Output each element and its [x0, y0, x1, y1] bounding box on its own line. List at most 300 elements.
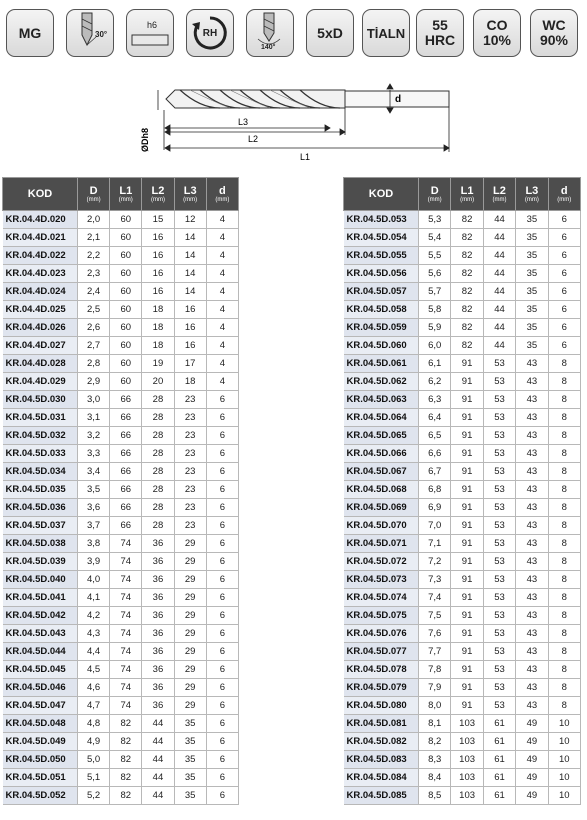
table-row: [344, 373, 581, 391]
cell-l3: 43: [516, 517, 548, 535]
cell-diameter: 3,4: [78, 463, 110, 481]
cell-l1: 60: [110, 301, 142, 319]
cell-diameter: 7,1: [419, 535, 451, 553]
cell-l2: 44: [483, 247, 515, 265]
cell-code: KR.04.5D.040: [3, 571, 78, 589]
cell-l2: 28: [142, 499, 174, 517]
header-l1: L1 (mm): [451, 178, 483, 211]
badge-carbide-line1: WC: [542, 17, 566, 33]
cell-code: KR.04.5D.063: [344, 391, 419, 409]
table-row: [344, 247, 581, 265]
cell-diameter: 4,6: [78, 679, 110, 697]
cell-shank-d: 6: [206, 427, 238, 445]
cell-diameter: 5,5: [419, 247, 451, 265]
badge-carbide: [530, 9, 578, 57]
cell-shank-d: 8: [548, 445, 580, 463]
header-l3: L3 (mm): [174, 178, 206, 211]
cell-l2: 28: [142, 427, 174, 445]
cell-l2: 19: [142, 355, 174, 373]
cell-l3: 23: [174, 481, 206, 499]
table-row: [344, 553, 581, 571]
cell-l1: 66: [110, 463, 142, 481]
cell-l2: 44: [142, 787, 174, 805]
cell-l3: 14: [174, 283, 206, 301]
cell-l1: 91: [451, 679, 483, 697]
cell-l1: 66: [110, 391, 142, 409]
cell-l3: 49: [516, 733, 548, 751]
cell-l2: 28: [142, 391, 174, 409]
cell-diameter: 2,7: [78, 337, 110, 355]
table-row: [344, 337, 581, 355]
cell-shank-d: 8: [548, 697, 580, 715]
cell-shank-d: 4: [206, 301, 238, 319]
cell-code: KR.04.5D.075: [344, 607, 419, 625]
badge-point-30: [66, 9, 114, 57]
cell-l1: 91: [451, 625, 483, 643]
table-row: [3, 427, 239, 445]
cell-diameter: 2,5: [78, 301, 110, 319]
cell-code: KR.04.4D.021: [3, 229, 78, 247]
cell-l2: 28: [142, 517, 174, 535]
cell-diameter: 4,2: [78, 607, 110, 625]
cell-l3: 23: [174, 517, 206, 535]
cell-shank-d: 6: [206, 571, 238, 589]
cell-l1: 91: [451, 373, 483, 391]
cell-l2: 16: [142, 265, 174, 283]
cell-l1: 82: [451, 319, 483, 337]
cell-diameter: 8,1: [419, 715, 451, 733]
table-row: [3, 589, 239, 607]
cell-l2: 44: [483, 265, 515, 283]
cell-l3: 29: [174, 697, 206, 715]
cell-l1: 91: [451, 553, 483, 571]
cell-l2: 44: [483, 301, 515, 319]
table-row: [3, 625, 239, 643]
cell-code: KR.04.5D.070: [344, 517, 419, 535]
table-row: [3, 499, 239, 517]
cell-l3: 43: [516, 535, 548, 553]
table-row: [3, 679, 239, 697]
cell-shank-d: 8: [548, 355, 580, 373]
cell-shank-d: 6: [206, 589, 238, 607]
cell-l2: 53: [483, 625, 515, 643]
cell-diameter: 6,2: [419, 373, 451, 391]
cell-l2: 53: [483, 697, 515, 715]
cell-l1: 82: [451, 247, 483, 265]
table-row: [344, 427, 581, 445]
cell-diameter: 2,3: [78, 265, 110, 283]
cell-code: KR.04.5D.035: [3, 481, 78, 499]
cell-diameter: 7,7: [419, 643, 451, 661]
cell-shank-d: 4: [206, 319, 238, 337]
cell-l3: 35: [516, 265, 548, 283]
table-header-row: [3, 178, 239, 211]
badge-mg-text: MG: [18, 24, 42, 41]
cell-l2: 28: [142, 481, 174, 499]
property-badges: [6, 9, 582, 61]
cell-shank-d: 6: [548, 265, 580, 283]
cell-diameter: 4,5: [78, 661, 110, 679]
cell-shank-d: 4: [206, 337, 238, 355]
header-shank-d: d (mm): [206, 178, 238, 211]
cell-code: KR.04.5D.041: [3, 589, 78, 607]
cell-diameter: 3,8: [78, 535, 110, 553]
cell-l2: 61: [483, 787, 515, 805]
cell-l2: 44: [483, 283, 515, 301]
cell-l3: 35: [174, 733, 206, 751]
cell-code: KR.04.5D.061: [344, 355, 419, 373]
header-l2: L2 (mm): [483, 178, 515, 211]
cell-l2: 44: [483, 337, 515, 355]
cell-l1: 103: [451, 733, 483, 751]
cell-diameter: 5,9: [419, 319, 451, 337]
cell-l3: 35: [516, 301, 548, 319]
cell-l3: 23: [174, 463, 206, 481]
cell-l1: 66: [110, 499, 142, 517]
cell-code: KR.04.5D.052: [3, 787, 78, 805]
cell-shank-d: 8: [548, 409, 580, 427]
table-row: [3, 409, 239, 427]
cell-l2: 44: [142, 769, 174, 787]
cell-l3: 29: [174, 661, 206, 679]
table-row: [344, 409, 581, 427]
cell-l3: 16: [174, 301, 206, 319]
table-row: [3, 697, 239, 715]
cell-l2: 16: [142, 283, 174, 301]
cell-diameter: 7,3: [419, 571, 451, 589]
cell-shank-d: 6: [206, 787, 238, 805]
table-row: [344, 625, 581, 643]
cell-l2: 18: [142, 301, 174, 319]
cell-shank-d: 6: [206, 769, 238, 787]
cell-l2: 36: [142, 607, 174, 625]
badge-cobalt: [473, 9, 521, 57]
cell-code: KR.04.5D.031: [3, 409, 78, 427]
cell-l3: 43: [516, 481, 548, 499]
cell-diameter: 5,2: [78, 787, 110, 805]
cell-code: KR.04.5D.064: [344, 409, 419, 427]
cell-code: KR.04.5D.053: [344, 211, 419, 229]
cell-l1: 103: [451, 751, 483, 769]
cell-shank-d: 10: [548, 787, 580, 805]
cell-shank-d: 6: [206, 517, 238, 535]
header-l3: L3 (mm): [516, 178, 548, 211]
header-d: D (mm): [78, 178, 110, 211]
cell-shank-d: 6: [206, 481, 238, 499]
cell-shank-d: 10: [548, 733, 580, 751]
cell-l3: 43: [516, 391, 548, 409]
cell-l1: 103: [451, 787, 483, 805]
cell-code: KR.04.5D.085: [344, 787, 419, 805]
cell-l2: 53: [483, 553, 515, 571]
cell-code: KR.04.5D.071: [344, 535, 419, 553]
cell-l3: 35: [516, 247, 548, 265]
cell-diameter: 7,9: [419, 679, 451, 697]
cell-l1: 91: [451, 589, 483, 607]
table-row: [344, 463, 581, 481]
cell-diameter: 3,3: [78, 445, 110, 463]
cell-l3: 43: [516, 643, 548, 661]
cell-l2: 28: [142, 445, 174, 463]
cell-l1: 60: [110, 355, 142, 373]
cell-diameter: 8,4: [419, 769, 451, 787]
badge-hardness-line1: 55: [432, 17, 448, 33]
cell-shank-d: 8: [548, 625, 580, 643]
cell-l3: 23: [174, 499, 206, 517]
badge-hardness-line2: HRC: [424, 32, 456, 48]
table-row: [3, 553, 239, 571]
cell-shank-d: 6: [548, 247, 580, 265]
table-row: [344, 589, 581, 607]
cell-code: KR.04.4D.023: [3, 265, 78, 283]
drill-dimension-diagram: [120, 70, 470, 170]
cell-l3: 35: [174, 787, 206, 805]
cell-shank-d: 6: [206, 553, 238, 571]
cell-l1: 91: [451, 517, 483, 535]
cell-diameter: 3,5: [78, 481, 110, 499]
cell-l2: 36: [142, 571, 174, 589]
cell-diameter: 4,7: [78, 697, 110, 715]
cell-l3: 29: [174, 607, 206, 625]
cell-l1: 82: [451, 229, 483, 247]
cell-l3: 43: [516, 589, 548, 607]
cell-shank-d: 6: [548, 301, 580, 319]
cell-diameter: 5,8: [419, 301, 451, 319]
cell-shank-d: 8: [548, 589, 580, 607]
cell-diameter: 6,6: [419, 445, 451, 463]
cell-diameter: 5,0: [78, 751, 110, 769]
cell-l3: 35: [516, 337, 548, 355]
cell-l3: 43: [516, 445, 548, 463]
cell-shank-d: 6: [206, 751, 238, 769]
cell-l1: 74: [110, 607, 142, 625]
cell-l2: 16: [142, 247, 174, 265]
cell-shank-d: 4: [206, 265, 238, 283]
table-row: [3, 571, 239, 589]
badge-5xd: [306, 9, 354, 57]
cell-l1: 66: [110, 445, 142, 463]
cell-l1: 91: [451, 571, 483, 589]
cell-l2: 44: [142, 733, 174, 751]
cell-l2: 53: [483, 661, 515, 679]
cell-code: KR.04.5D.077: [344, 643, 419, 661]
cell-shank-d: 6: [206, 715, 238, 733]
cell-l3: 49: [516, 751, 548, 769]
cell-l3: 43: [516, 679, 548, 697]
cell-code: KR.04.5D.046: [3, 679, 78, 697]
cell-l1: 82: [110, 733, 142, 751]
badge-hardness: [416, 9, 464, 57]
spec-table-left: [2, 177, 239, 805]
cell-l3: 43: [516, 697, 548, 715]
table-header-row: [344, 178, 581, 211]
cell-l1: 82: [110, 751, 142, 769]
cell-shank-d: 6: [548, 211, 580, 229]
badge-shank-h6: [126, 9, 174, 57]
cell-code: KR.04.4D.027: [3, 337, 78, 355]
table-row: [3, 535, 239, 553]
cell-shank-d: 6: [206, 535, 238, 553]
cell-code: KR.04.5D.058: [344, 301, 419, 319]
cell-l3: 35: [516, 283, 548, 301]
cell-l2: 53: [483, 463, 515, 481]
cell-l2: 44: [142, 751, 174, 769]
cell-l3: 43: [516, 463, 548, 481]
cell-l1: 66: [110, 517, 142, 535]
cell-shank-d: 6: [548, 229, 580, 247]
cell-l2: 18: [142, 319, 174, 337]
cell-diameter: 6,1: [419, 355, 451, 373]
cell-l1: 74: [110, 643, 142, 661]
cell-l3: 16: [174, 337, 206, 355]
cell-l1: 74: [110, 589, 142, 607]
table-row: [344, 517, 581, 535]
cell-code: KR.04.5D.048: [3, 715, 78, 733]
cell-l1: 82: [451, 301, 483, 319]
table-row: [3, 787, 239, 805]
cell-diameter: 2,0: [78, 211, 110, 229]
header-d: D (mm): [419, 178, 451, 211]
cell-l3: 23: [174, 409, 206, 427]
cell-l1: 74: [110, 697, 142, 715]
cell-l1: 91: [451, 607, 483, 625]
cell-diameter: 5,7: [419, 283, 451, 301]
header-kod: KOD: [3, 178, 78, 211]
cell-code: KR.04.5D.043: [3, 625, 78, 643]
table-row: [344, 229, 581, 247]
cell-l3: 43: [516, 553, 548, 571]
badge-rh-text: RH: [202, 27, 218, 39]
cell-l2: 53: [483, 571, 515, 589]
cell-l2: 61: [483, 769, 515, 787]
cell-code: KR.04.5D.036: [3, 499, 78, 517]
cell-diameter: 5,1: [78, 769, 110, 787]
cell-shank-d: 6: [206, 733, 238, 751]
cell-diameter: 2,4: [78, 283, 110, 301]
cell-l2: 53: [483, 607, 515, 625]
table-row: [3, 229, 239, 247]
cell-l3: 43: [516, 607, 548, 625]
cell-l2: 53: [483, 373, 515, 391]
cell-shank-d: 6: [206, 679, 238, 697]
cell-l1: 91: [451, 445, 483, 463]
cell-diameter: 3,2: [78, 427, 110, 445]
table-row: [3, 391, 239, 409]
cell-diameter: 4,3: [78, 625, 110, 643]
cell-diameter: 6,0: [419, 337, 451, 355]
cell-l1: 91: [451, 499, 483, 517]
cell-shank-d: 6: [206, 463, 238, 481]
cell-l3: 29: [174, 571, 206, 589]
cell-l3: 43: [516, 625, 548, 643]
cell-l3: 49: [516, 787, 548, 805]
table-row: [344, 535, 581, 553]
spec-table-right: [343, 177, 581, 805]
cell-shank-d: 8: [548, 517, 580, 535]
cell-l3: 35: [516, 229, 548, 247]
cell-diameter: 6,7: [419, 463, 451, 481]
table-row: [344, 751, 581, 769]
cell-l1: 82: [110, 787, 142, 805]
table-row: [344, 571, 581, 589]
cell-l1: 82: [110, 769, 142, 787]
cell-l2: 36: [142, 661, 174, 679]
cell-diameter: 8,3: [419, 751, 451, 769]
cell-shank-d: 6: [548, 337, 580, 355]
cell-l1: 60: [110, 319, 142, 337]
cell-l1: 60: [110, 247, 142, 265]
cell-shank-d: 8: [548, 571, 580, 589]
badge-angle-140-text: 140°: [261, 44, 276, 51]
cell-code: KR.04.5D.056: [344, 265, 419, 283]
table-row: [344, 391, 581, 409]
cell-shank-d: 6: [206, 643, 238, 661]
cell-l3: 35: [174, 751, 206, 769]
cell-l1: 60: [110, 373, 142, 391]
cell-l3: 43: [516, 355, 548, 373]
cell-code: KR.04.5D.079: [344, 679, 419, 697]
cell-diameter: 6,8: [419, 481, 451, 499]
cell-diameter: 7,5: [419, 607, 451, 625]
table-row: [344, 283, 581, 301]
table-row: [3, 319, 239, 337]
cell-l1: 91: [451, 409, 483, 427]
cell-shank-d: 4: [206, 229, 238, 247]
cell-code: KR.04.5D.083: [344, 751, 419, 769]
cell-code: KR.04.5D.033: [3, 445, 78, 463]
cell-diameter: 6,5: [419, 427, 451, 445]
cell-code: KR.04.4D.025: [3, 301, 78, 319]
cell-diameter: 4,1: [78, 589, 110, 607]
cell-l3: 12: [174, 211, 206, 229]
cell-diameter: 3,9: [78, 553, 110, 571]
cell-code: KR.04.5D.059: [344, 319, 419, 337]
cell-l3: 14: [174, 247, 206, 265]
cell-l3: 29: [174, 643, 206, 661]
cell-diameter: 4,9: [78, 733, 110, 751]
cell-diameter: 7,0: [419, 517, 451, 535]
cell-code: KR.04.5D.068: [344, 481, 419, 499]
cell-code: KR.04.4D.024: [3, 283, 78, 301]
table-row: [344, 481, 581, 499]
cell-code: KR.04.5D.045: [3, 661, 78, 679]
cell-l3: 14: [174, 229, 206, 247]
table-row: [344, 679, 581, 697]
cell-diameter: 3,7: [78, 517, 110, 535]
cell-l1: 66: [110, 427, 142, 445]
cell-diameter: 5,6: [419, 265, 451, 283]
badge-5xd-text: 5xD: [317, 24, 343, 41]
cell-code: KR.04.5D.073: [344, 571, 419, 589]
table-row: [344, 715, 581, 733]
cell-shank-d: 6: [206, 499, 238, 517]
cell-l2: 18: [142, 337, 174, 355]
cell-l2: 20: [142, 373, 174, 391]
cell-l1: 60: [110, 229, 142, 247]
table-row: [3, 607, 239, 625]
cell-shank-d: 10: [548, 769, 580, 787]
cell-l1: 74: [110, 679, 142, 697]
cell-l1: 82: [451, 265, 483, 283]
cell-l3: 16: [174, 319, 206, 337]
cell-shank-d: 4: [206, 355, 238, 373]
cell-l1: 91: [451, 427, 483, 445]
l2-label: L2: [248, 134, 259, 144]
cell-shank-d: 8: [548, 661, 580, 679]
cell-shank-d: 8: [548, 391, 580, 409]
table-row: [344, 499, 581, 517]
cell-diameter: 7,4: [419, 589, 451, 607]
